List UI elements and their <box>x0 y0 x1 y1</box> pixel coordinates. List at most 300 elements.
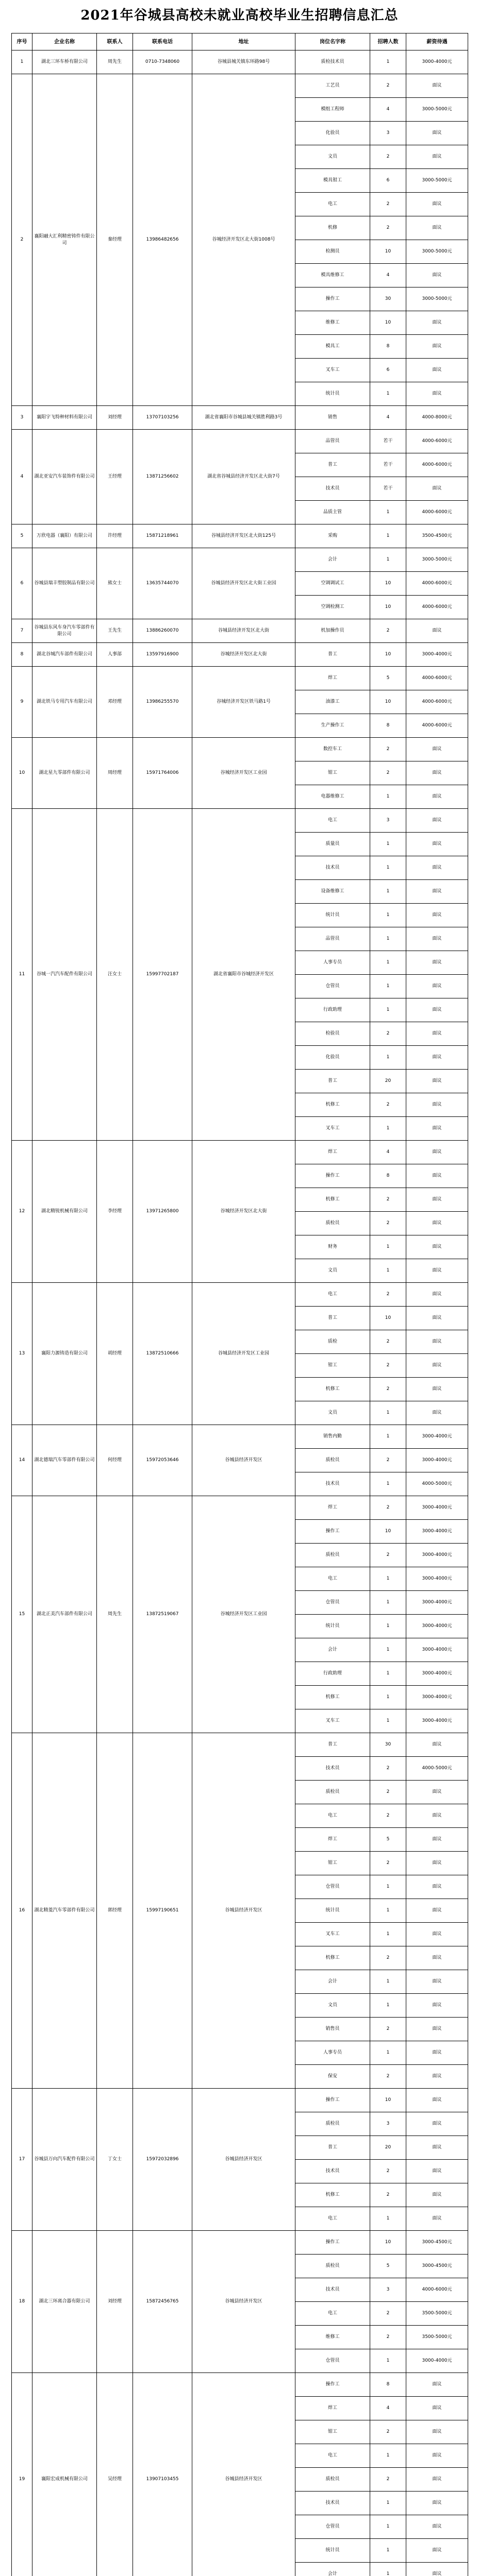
job-salary: 3000-5000元 <box>406 240 468 264</box>
job-position: 会计 <box>295 1638 370 1662</box>
company-name: 湖北星九零部件有限公司 <box>32 738 97 809</box>
job-salary: 面议 <box>406 761 468 785</box>
company-no: 16 <box>12 1733 32 2089</box>
company-name: 湖北铁马专用汽车有限公司 <box>32 667 97 738</box>
job-salary: 面议 <box>406 2492 468 2515</box>
company-name: 湖北三环离合器有限公司 <box>32 2231 97 2373</box>
job-count: 2 <box>370 2468 406 2492</box>
job-salary: 4000-6000元 <box>406 667 468 690</box>
company-name: 湖北正美汽车部件有限公司 <box>32 1496 97 1733</box>
company-contact: 刘经理 <box>97 2231 133 2373</box>
job-count: 4 <box>370 2397 406 2420</box>
company-phone: 15971764006 <box>133 738 192 809</box>
table-row <box>12 50 468 74</box>
company-contact: 周先生 <box>97 50 133 74</box>
job-position: 机修工 <box>295 1946 370 1970</box>
job-salary: 3500-5000元 <box>406 2302 468 2326</box>
company-address: 谷城经济开发区北大街1008号 <box>192 74 295 406</box>
job-position: 机修工 <box>295 2183 370 2207</box>
company-no: 5 <box>12 524 32 548</box>
job-salary: 3000-4000元 <box>406 2349 468 2373</box>
company-contact: 王经理 <box>97 430 133 524</box>
company-address: 谷城经济开发区北大街 <box>192 643 295 667</box>
job-count: 2 <box>370 2326 406 2349</box>
job-salary: 3500-4500元 <box>406 524 468 548</box>
job-position: 文员 <box>295 1259 370 1283</box>
job-count: 2 <box>370 1496 406 1520</box>
job-count: 5 <box>370 667 406 690</box>
job-count: 2 <box>370 2183 406 2207</box>
company-contact: 胡经理 <box>97 1283 133 1425</box>
company-contact: 吴经理 <box>97 2373 133 2576</box>
company-no: 6 <box>12 548 32 619</box>
table-row <box>12 2373 468 2397</box>
job-salary: 4000-5000元 <box>406 1757 468 1781</box>
job-position: 机修工 <box>295 1188 370 1212</box>
job-position: 技术员 <box>295 856 370 880</box>
job-position: 电工 <box>295 1804 370 1828</box>
job-position: 统计员 <box>295 1899 370 1923</box>
job-position: 电工 <box>295 809 370 833</box>
job-salary: 面议 <box>406 1117 468 1141</box>
company-phone: 15972053646 <box>133 1425 192 1496</box>
company-phone: 15871218961 <box>133 524 192 548</box>
job-count: 10 <box>370 2089 406 2112</box>
job-position: 电工 <box>295 193 370 216</box>
company-contact: 丁女士 <box>97 2089 133 2231</box>
company-contact: 周先生 <box>97 1496 133 1733</box>
job-salary: 4000-6000元 <box>406 596 468 619</box>
job-position: 模具工 <box>295 335 370 359</box>
job-position: 销售员 <box>295 2018 370 2041</box>
job-position: 仓管员 <box>295 1591 370 1615</box>
job-position: 品管员 <box>295 430 370 453</box>
job-salary: 面议 <box>406 833 468 856</box>
job-salary: 4000-6000元 <box>406 572 468 596</box>
job-count: 10 <box>370 643 406 667</box>
job-count: 8 <box>370 714 406 738</box>
job-salary: 面议 <box>406 2018 468 2041</box>
job-count: 1 <box>370 2444 406 2468</box>
job-salary: 面议 <box>406 1046 468 1070</box>
job-salary: 面议 <box>406 1070 468 1093</box>
job-position: 电工 <box>295 2444 370 2468</box>
job-salary: 3000-4000元 <box>406 1662 468 1686</box>
company-no: 4 <box>12 430 32 524</box>
job-salary: 面议 <box>406 2160 468 2183</box>
job-position: 模组工程师 <box>295 98 370 122</box>
job-count: 1 <box>370 2041 406 2065</box>
job-count: 1 <box>370 382 406 406</box>
job-count: 2 <box>370 619 406 643</box>
job-salary: 面议 <box>406 2420 468 2444</box>
job-position: 质检员 <box>295 1449 370 1472</box>
job-position: 保安 <box>295 2065 370 2089</box>
job-salary: 3000-4500元 <box>406 2231 468 2255</box>
table-row <box>12 74 468 98</box>
job-position: 电器维修工 <box>295 785 370 809</box>
job-position: 普工 <box>295 1733 370 1757</box>
job-salary: 面议 <box>406 1828 468 1852</box>
job-salary: 3000-4000元 <box>406 1544 468 1567</box>
company-phone: 13986255570 <box>133 667 192 738</box>
company-no: 15 <box>12 1496 32 1733</box>
company-contact: 李经理 <box>97 1141 133 1283</box>
job-count: 2 <box>370 2302 406 2326</box>
job-count: 2 <box>370 1449 406 1472</box>
job-salary: 面议 <box>406 2468 468 2492</box>
job-salary: 3000-4000元 <box>406 1686 468 1709</box>
job-position: 普工 <box>295 453 370 477</box>
job-position: 仓管员 <box>295 2349 370 2373</box>
job-count: 1 <box>370 1686 406 1709</box>
job-salary: 3000-4000元 <box>406 1638 468 1662</box>
job-count: 2 <box>370 2420 406 2444</box>
job-salary: 面议 <box>406 1733 468 1757</box>
job-count: 1 <box>370 501 406 524</box>
job-count: 4 <box>370 264 406 287</box>
company-contact: 王先生 <box>97 619 133 643</box>
company-no: 3 <box>12 406 32 430</box>
job-position: 叉车工 <box>295 1117 370 1141</box>
job-count: 2 <box>370 1781 406 1804</box>
job-count: 1 <box>370 998 406 1022</box>
job-position: 机修工 <box>295 1378 370 1401</box>
job-salary: 3000-4000元 <box>406 643 468 667</box>
job-count: 1 <box>370 975 406 998</box>
job-position: 操作工 <box>295 1520 370 1544</box>
job-salary: 面议 <box>406 2136 468 2160</box>
job-position: 操作工 <box>295 2089 370 2112</box>
job-salary: 面议 <box>406 1970 468 1994</box>
job-position: 会计 <box>295 1970 370 1994</box>
job-count: 1 <box>370 1425 406 1449</box>
company-no: 1 <box>12 50 32 74</box>
job-position: 电工 <box>295 2207 370 2231</box>
job-position: 电工 <box>295 2302 370 2326</box>
job-salary: 3000-4000元 <box>406 50 468 74</box>
job-salary: 面议 <box>406 975 468 998</box>
company-name: 襄阳宏成机械有限公司 <box>32 2373 97 2576</box>
job-count: 6 <box>370 169 406 193</box>
table-row <box>12 430 468 453</box>
job-count: 30 <box>370 1733 406 1757</box>
job-salary: 4000-6000元 <box>406 714 468 738</box>
job-salary: 面议 <box>406 2539 468 2563</box>
job-salary: 面议 <box>406 809 468 833</box>
job-salary: 3000-4000元 <box>406 1496 468 1520</box>
job-position: 质检员 <box>295 2255 370 2278</box>
job-salary: 面议 <box>406 2397 468 2420</box>
job-salary: 面议 <box>406 1804 468 1828</box>
job-count: 1 <box>370 1970 406 1994</box>
company-name: 湖北谷城汽车部件有限公司 <box>32 643 97 667</box>
job-count: 若干 <box>370 477 406 501</box>
job-salary: 面议 <box>406 477 468 501</box>
job-position: 操作工 <box>295 2373 370 2397</box>
job-count: 5 <box>370 1828 406 1852</box>
job-salary: 3500-5000元 <box>406 2326 468 2349</box>
job-count: 2 <box>370 2018 406 2041</box>
job-position: 质量员 <box>295 833 370 856</box>
job-salary: 面议 <box>406 2041 468 2065</box>
job-position: 电工 <box>295 1567 370 1591</box>
company-name: 湖北精锐机械有限公司 <box>32 1141 97 1283</box>
job-position: 质检员 <box>295 1781 370 1804</box>
job-position: 质检 <box>295 1330 370 1354</box>
table-row <box>12 548 468 572</box>
job-count: 10 <box>370 690 406 714</box>
company-address: 谷城县经济开发区北大街 <box>192 619 295 643</box>
job-position: 统计员 <box>295 382 370 406</box>
job-count: 8 <box>370 2373 406 2397</box>
job-position: 维修工 <box>295 311 370 335</box>
job-count: 10 <box>370 240 406 264</box>
job-position: 质检技术员 <box>295 50 370 74</box>
company-name: 湖北三环车桥有限公司 <box>32 50 97 74</box>
company-address: 湖北省襄阳市谷城县城关镇胜利路3号 <box>192 406 295 430</box>
job-position: 技术员 <box>295 2492 370 2515</box>
job-count: 10 <box>370 572 406 596</box>
job-count: 1 <box>370 880 406 904</box>
job-salary: 4000-5000元 <box>406 1472 468 1496</box>
table-row <box>12 2089 468 2112</box>
job-count: 8 <box>370 1164 406 1188</box>
job-position: 销售内勤 <box>295 1425 370 1449</box>
header-no: 序号 <box>12 33 32 50</box>
job-position: 会计 <box>295 548 370 572</box>
job-count: 1 <box>370 1401 406 1425</box>
job-count: 6 <box>370 359 406 382</box>
job-salary: 面议 <box>406 904 468 927</box>
company-address: 谷城县经济开发区工业园 <box>192 1283 295 1425</box>
job-salary: 3000-4000元 <box>406 1520 468 1544</box>
job-salary: 面议 <box>406 2183 468 2207</box>
job-count: 10 <box>370 596 406 619</box>
company-phone: 15997702187 <box>133 809 192 1141</box>
job-count: 1 <box>370 1567 406 1591</box>
company-address: 谷城县经济开发区 <box>192 1425 295 1496</box>
job-position: 钳工 <box>295 1852 370 1875</box>
job-count: 1 <box>370 856 406 880</box>
job-count: 3 <box>370 809 406 833</box>
table-row <box>12 524 468 548</box>
company-name: 湖北德瑞汽车零部件有限公司 <box>32 1425 97 1496</box>
job-position: 采购 <box>295 524 370 548</box>
company-address: 谷城县经济开发区 <box>192 2373 295 2576</box>
job-count: 2 <box>370 216 406 240</box>
job-salary: 3000-5000元 <box>406 287 468 311</box>
job-position: 钳工 <box>295 761 370 785</box>
job-salary: 面议 <box>406 1188 468 1212</box>
job-count: 2 <box>370 761 406 785</box>
company-contact: 人事部 <box>97 643 133 667</box>
table-body <box>12 50 468 2576</box>
job-position: 财务 <box>295 1235 370 1259</box>
company-no: 10 <box>12 738 32 809</box>
job-count: 1 <box>370 1875 406 1899</box>
job-salary: 面议 <box>406 193 468 216</box>
job-position: 机修 <box>295 216 370 240</box>
job-position: 技术员 <box>295 477 370 501</box>
job-position: 普工 <box>295 1307 370 1330</box>
job-salary: 面议 <box>406 2444 468 2468</box>
company-phone: 0710-7348060 <box>133 50 192 74</box>
job-count: 1 <box>370 1709 406 1733</box>
company-no: 8 <box>12 643 32 667</box>
company-phone: 13871256602 <box>133 430 192 524</box>
table-row <box>12 1496 468 1520</box>
job-position: 生产操作工 <box>295 714 370 738</box>
job-count: 2 <box>370 145 406 169</box>
job-salary: 4000-6000元 <box>406 453 468 477</box>
job-count: 2 <box>370 1188 406 1212</box>
job-count: 1 <box>370 1923 406 1946</box>
company-contact: 刘经理 <box>97 406 133 430</box>
job-salary: 面议 <box>406 74 468 98</box>
job-position: 操作工 <box>295 287 370 311</box>
job-salary: 4000-6000元 <box>406 430 468 453</box>
job-position: 仓管员 <box>295 975 370 998</box>
job-salary: 3000-4000元 <box>406 1449 468 1472</box>
job-count: 2 <box>370 2065 406 2089</box>
job-count: 1 <box>370 2207 406 2231</box>
job-position: 会计 <box>295 2563 370 2576</box>
job-count: 1 <box>370 2515 406 2539</box>
job-salary: 面议 <box>406 335 468 359</box>
job-salary: 面议 <box>406 1852 468 1875</box>
job-count: 2 <box>370 2160 406 2183</box>
job-salary: 面议 <box>406 1141 468 1164</box>
job-count: 1 <box>370 2563 406 2576</box>
job-position: 检测员 <box>295 240 370 264</box>
company-no: 17 <box>12 2089 32 2231</box>
job-count: 4 <box>370 1141 406 1164</box>
job-count: 若干 <box>370 430 406 453</box>
job-salary: 3000-5000元 <box>406 98 468 122</box>
company-address: 谷城县经济开发区北大街工业园 <box>192 548 295 619</box>
job-salary: 4000-6000元 <box>406 690 468 714</box>
job-count: 1 <box>370 1472 406 1496</box>
company-contact: 邓经理 <box>97 667 133 738</box>
table-row <box>12 643 468 667</box>
table-row <box>12 667 468 690</box>
job-count: 3 <box>370 2112 406 2136</box>
job-salary: 3000-5000元 <box>406 169 468 193</box>
company-address: 湖北省谷城县经济开发区北大街7号 <box>192 430 295 524</box>
company-name: 谷城县东风车身汽车零部件有限公司 <box>32 619 97 643</box>
job-salary: 面议 <box>406 2089 468 2112</box>
job-salary: 3000-4000元 <box>406 1615 468 1638</box>
company-name: 谷城县万向汽车配件有限公司 <box>32 2089 97 2231</box>
job-count: 2 <box>370 1757 406 1781</box>
job-salary: 面议 <box>406 1401 468 1425</box>
job-salary: 面议 <box>406 1354 468 1378</box>
company-name: 襄阳融大汇利精密铸件有限公司 <box>32 74 97 406</box>
table-row <box>12 1425 468 1449</box>
job-position: 维修工 <box>295 2326 370 2349</box>
job-position: 品管员 <box>295 927 370 951</box>
job-count: 1 <box>370 1994 406 2018</box>
job-count: 1 <box>370 1662 406 1686</box>
job-position: 化验员 <box>295 1046 370 1070</box>
job-count: 2 <box>370 74 406 98</box>
job-count: 1 <box>370 951 406 975</box>
job-count: 1 <box>370 927 406 951</box>
job-salary: 面议 <box>406 1212 468 1235</box>
job-salary: 面议 <box>406 1283 468 1307</box>
job-salary: 面议 <box>406 382 468 406</box>
job-position: 叉车工 <box>295 359 370 382</box>
table-row <box>12 1283 468 1307</box>
job-position: 焊工 <box>295 1141 370 1164</box>
job-salary: 面议 <box>406 2065 468 2089</box>
job-count: 2 <box>370 1212 406 1235</box>
job-salary: 面议 <box>406 2112 468 2136</box>
job-position: 销售 <box>295 406 370 430</box>
job-count: 1 <box>370 785 406 809</box>
job-count: 1 <box>370 1259 406 1283</box>
company-address: 谷城县经济开发区 <box>192 2231 295 2373</box>
company-address: 谷城县经济开发区 <box>192 2089 295 2231</box>
job-salary: 面议 <box>406 311 468 335</box>
job-salary: 面议 <box>406 145 468 169</box>
job-position: 行政助理 <box>295 1662 370 1686</box>
job-position: 检验员 <box>295 1022 370 1046</box>
job-salary: 3000-4500元 <box>406 2255 468 2278</box>
job-salary: 面议 <box>406 738 468 761</box>
job-salary: 面议 <box>406 880 468 904</box>
job-position: 钳工 <box>295 1354 370 1378</box>
job-position: 技术员 <box>295 2278 370 2302</box>
job-position: 模具钳工 <box>295 169 370 193</box>
job-position: 焊工 <box>295 667 370 690</box>
job-count: 1 <box>370 524 406 548</box>
table-row <box>12 738 468 761</box>
job-salary: 3000-4000元 <box>406 1591 468 1615</box>
company-no: 9 <box>12 667 32 738</box>
company-address: 湖北省襄阳市谷城经济开发区 <box>192 809 295 1141</box>
job-salary: 面议 <box>406 927 468 951</box>
job-count: 5 <box>370 2255 406 2278</box>
job-count: 1 <box>370 548 406 572</box>
company-address: 谷城县经济开发区北大街125号 <box>192 524 295 548</box>
job-position: 仓管员 <box>295 1875 370 1899</box>
job-position: 操作工 <box>295 2231 370 2255</box>
company-phone: 15872456765 <box>133 2231 192 2373</box>
header-phone: 联系电话 <box>133 33 192 50</box>
job-salary: 面议 <box>406 2563 468 2576</box>
company-phone: 13971265800 <box>133 1141 192 1283</box>
job-position: 油漆工 <box>295 690 370 714</box>
job-position: 人事专员 <box>295 2041 370 2065</box>
job-count: 1 <box>370 833 406 856</box>
job-position: 叉车工 <box>295 1923 370 1946</box>
job-salary: 4000-6000元 <box>406 2278 468 2302</box>
job-count: 1 <box>370 50 406 74</box>
company-contact: 周经理 <box>97 738 133 809</box>
job-position: 质检员 <box>295 1544 370 1567</box>
company-no: 7 <box>12 619 32 643</box>
job-salary: 面议 <box>406 998 468 1022</box>
job-position: 文员 <box>295 1401 370 1425</box>
company-phone: 15972032896 <box>133 2089 192 2231</box>
job-count: 1 <box>370 1615 406 1638</box>
job-salary: 3000-4000元 <box>406 1425 468 1449</box>
table-row <box>12 2231 468 2255</box>
job-position: 数控车工 <box>295 738 370 761</box>
job-salary: 4000-8000元 <box>406 406 468 430</box>
